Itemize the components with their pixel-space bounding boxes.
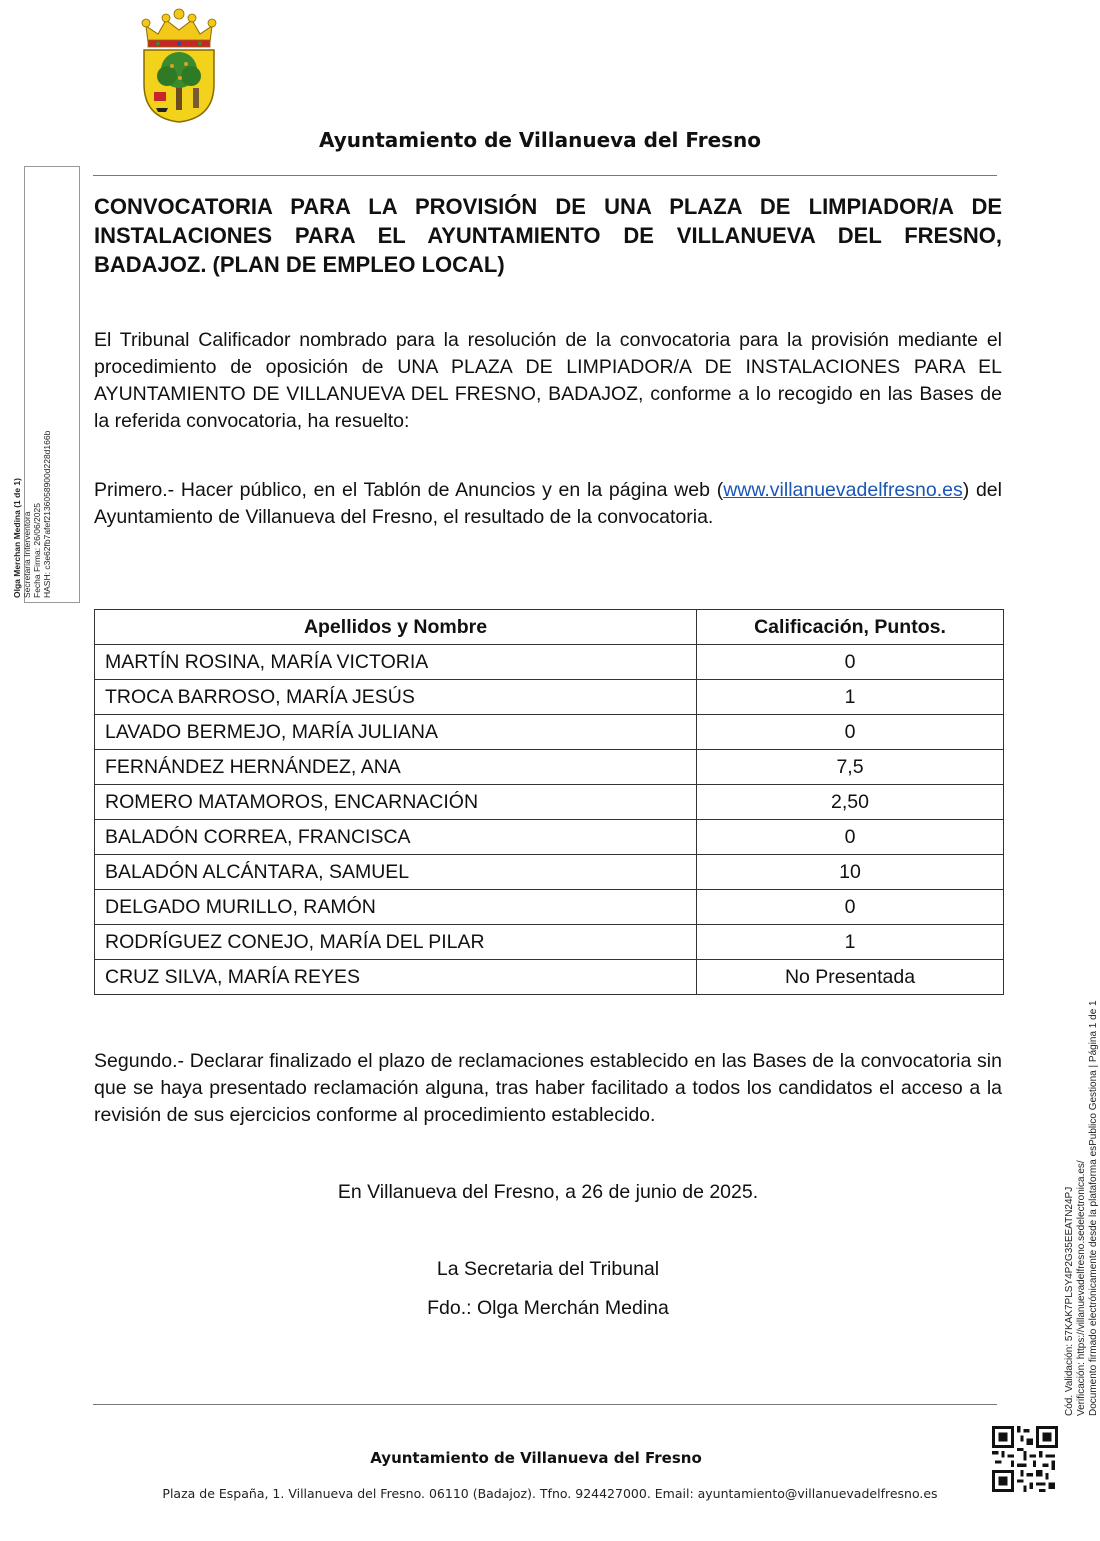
signer-name: Olga Merchan Medina (1 de 1) [12,478,22,598]
candidate-name: ROMERO MATAMOROS, ENCARNACIÓN [95,785,697,820]
table-row [95,890,1004,925]
candidate-score: 1 [697,925,1004,960]
footer-address: Plaza de España, 1. Villanueva del Fresno. 06110 (Badajoz). Tfno. 924427000. Email: ayuntamiento@villanuevadelfresno.es [162,1486,938,1501]
column-header-score: Calificación, Puntos. [697,610,1004,645]
candidate-score: 10 [697,855,1004,890]
table-row [95,680,1004,715]
intro-paragraph: El Tribunal Calificador nombrado para la resolución de la convocatoria para la provisión mediante el procedimiento de oposición de UNA PLAZA DE LIMPIADOR/A DE INSTALACIONES PARA EL AYUNTAMIENTO DE VILLANUEVA DEL FRESNO, BADAJOZ, conforme a lo recogido en las Bases de la referida convocatoria, ha resuelto: [94,329,1002,432]
candidate-name: FERNÁNDEZ HERNÁNDEZ, ANA [95,750,697,785]
candidate-score: 2,50 [697,785,1004,820]
platform-note: Documento firmado electrónicamente desde la plataforma esPublico Gestiona | Página 1 de 1 [1088,1000,1099,1416]
candidate-name: BALADÓN ALCÁNTARA, SAMUEL [95,855,697,890]
candidate-name: DELGADO MURILLO, RAMÓN [95,890,697,925]
primero-text-start: Primero.- Hacer público, en el Tablón de Anuncios y en la página web ( [94,479,724,501]
results-table [94,609,1004,995]
table-row [95,855,1004,890]
signatory-name: Fdo.: Olga Merchán Medina [427,1297,669,1319]
signatory-title: La Secretaria del Tribunal [436,1258,660,1280]
place-and-date: En Villanueva del Fresno, a 26 de junio de 2025. [337,1181,759,1203]
candidate-name: CRUZ SILVA, MARÍA REYES [95,960,697,995]
candidate-name: TROCA BARROSO, MARÍA JESÚS [95,680,697,715]
primero-paragraph [94,477,1002,531]
table-row [95,715,1004,750]
signature-hash: HASH: c3e62fb7afef2136058900d228d166b [42,430,52,598]
candidate-name: LAVADO BERMEJO, MARÍA JULIANA [95,715,697,750]
table-row [95,925,1004,960]
document-title: CONVOCATORIA PARA LA PROVISIÓN DE UNA PLAZA DE LIMPIADOR/A DE INSTALACIONES PARA EL AYUNTAMIENTO DE VILLANUEVA DEL FRESNO, BADAJOZ. (PLAN DE EMPLEO LOCAL) [94,194,1002,277]
segundo-paragraph: Segundo.- Declarar finalizado el plazo de reclamaciones establecido en las Bases de la convocatoria sin que se haya presentado reclamación alguna, tras haber facilitado a todos los candidatos el acceso a la revisión de sus ejercicios conforme al procedimiento establecido. [94,1050,1002,1126]
candidate-score: 7,5 [697,750,1004,785]
candidate-name: RODRÍGUEZ CONEJO, MARÍA DEL PILAR [95,925,697,960]
candidate-score: 1 [697,680,1004,715]
signature-date: Fecha Firma: 26/06/2025 [32,503,42,598]
table-header-row [95,610,1004,645]
website-link[interactable]: www.villanuevadelfresno.es [723,479,963,501]
candidate-score: 0 [697,645,1004,680]
candidate-score: No Presentada [697,960,1004,995]
candidate-score: 0 [697,715,1004,750]
verification-url: Verificación: https://villanuevadelfresno.sedelectronica.es/ [1076,1160,1087,1416]
signature-box [12,166,80,603]
signature-text [12,431,52,598]
table-row [95,750,1004,785]
header-divider [93,175,997,176]
footer-organization: Ayuntamiento de Villanueva del Fresno [370,1449,702,1467]
candidate-name: MARTÍN ROSINA, MARÍA VICTORIA [95,645,697,680]
table-row [95,645,1004,680]
column-header-name: Apellidos y Nombre [95,610,697,645]
primero-text-end: ) del Ayuntamiento de Villanueva del Fresno, el resultado de la convocatoria. [94,479,1002,528]
table-row [95,820,1004,855]
signer-role: Secretaria Interventora [22,511,32,598]
footer-divider [93,1404,997,1405]
table-row [95,960,1004,995]
municipal-coat-of-arms [134,8,224,126]
validation-code: Cód. Validación: 57KAK7PLSY4P2G35EEATN24PJ [1064,1186,1075,1416]
candidate-score: 0 [697,890,1004,925]
organization-header: Ayuntamiento de Villanueva del Fresno [318,128,762,152]
qr-code-icon [992,1426,1058,1492]
table-row [95,785,1004,820]
verification-text [1064,1000,1100,1416]
candidate-score: 0 [697,820,1004,855]
candidate-name: BALADÓN CORREA, FRANCISCA [95,820,697,855]
